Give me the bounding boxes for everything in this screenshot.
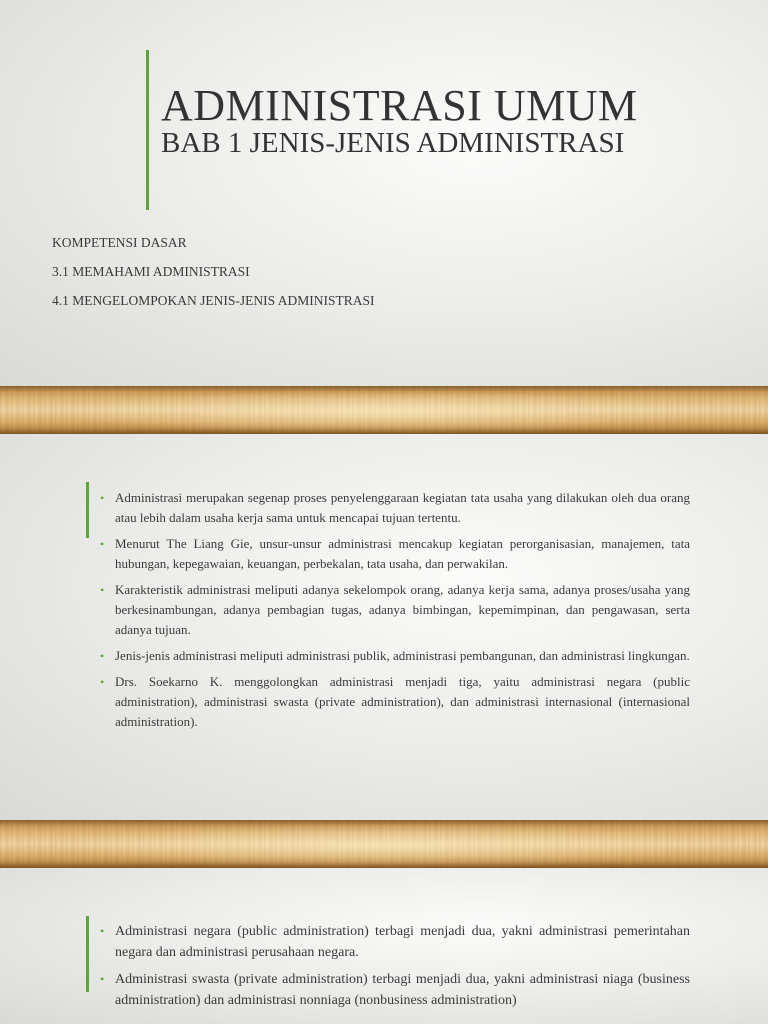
competency-item: 4.1 MENGELOMPOKAN JENIS-JENIS ADMINISTRASI	[52, 293, 375, 308]
bullet-icon: •	[100, 924, 105, 938]
bullet-item	[100, 488, 690, 528]
bullet-list	[100, 488, 690, 738]
bullet-text: Drs. Soekarno K. menggolongkan administrasi menjadi tiga, yaitu administrasi negara (public administration), administrasi swasta (private administration), dan administrasi internasional (internasional administration).	[115, 674, 690, 729]
bullet-item	[100, 534, 690, 574]
content-accent-bar	[86, 916, 89, 992]
bullet-icon: •	[100, 972, 105, 986]
bullet-icon: •	[100, 583, 105, 597]
bullet-text: Administrasi negara (public administration) terbagi menjadi dua, yakni administrasi pemerintahan negara dan administrasi perusahaan negara.	[115, 924, 690, 960]
competency-list	[52, 233, 375, 320]
competency-heading: KOMPETENSI DASAR	[52, 235, 187, 250]
title-slide	[0, 0, 768, 386]
bullet-text: Administrasi merupakan segenap proses penyelenggaraan kegiatan tata usaha yang dilakukan oleh dua orang atau lebih dalam usaha kerja sama untuk mencapai tujuan tertentu.	[115, 490, 690, 525]
bullet-icon: •	[100, 649, 105, 663]
bullet-item	[100, 646, 690, 666]
bullet-list	[100, 921, 690, 1017]
bullet-item	[100, 580, 690, 640]
bullet-text: Menurut The Liang Gie, unsur-unsur administrasi mencakup kegiatan perorganisasian, manajemen, tata hubungan, kepegawaian, keuangan, perbekalan, tata usaha, dan perwakilan.	[115, 536, 690, 571]
title-accent-bar	[146, 50, 149, 210]
bullet-icon: •	[100, 491, 105, 505]
content-slide	[0, 868, 768, 1024]
slide-subtitle: BAB 1 JENIS-JENIS ADMINISTRASI	[161, 127, 625, 159]
competency-item: 3.1 MEMAHAMI ADMINISTRASI	[52, 264, 250, 279]
bullet-item	[100, 969, 690, 1011]
bullet-icon: •	[100, 675, 105, 689]
bullet-icon: •	[100, 537, 105, 551]
wood-divider	[0, 820, 768, 868]
bullet-item	[100, 921, 690, 963]
bullet-text: Administrasi swasta (private administration) terbagi menjadi dua, yakni administrasi niaga (business administration) dan administrasi nonniaga (nonbusiness administration)	[115, 972, 690, 1008]
bullet-text: Jenis-jenis administrasi meliputi administrasi publik, administrasi pembangunan, dan administrasi lingkungan.	[115, 648, 690, 663]
content-accent-bar	[86, 482, 89, 538]
content-slide	[0, 434, 768, 820]
bullet-item	[100, 672, 690, 732]
wood-divider	[0, 386, 768, 434]
slide-title: ADMINISTRASI UMUM	[161, 81, 638, 130]
bullet-text: Karakteristik administrasi meliputi adanya sekelompok orang, adanya kerja sama, adanya proses/usaha yang berkesinambungan, adanya pembagian tugas, adanya bimbingan, kepemimpinan, dan pengawasan, serta adanya tujuan.	[115, 582, 690, 637]
